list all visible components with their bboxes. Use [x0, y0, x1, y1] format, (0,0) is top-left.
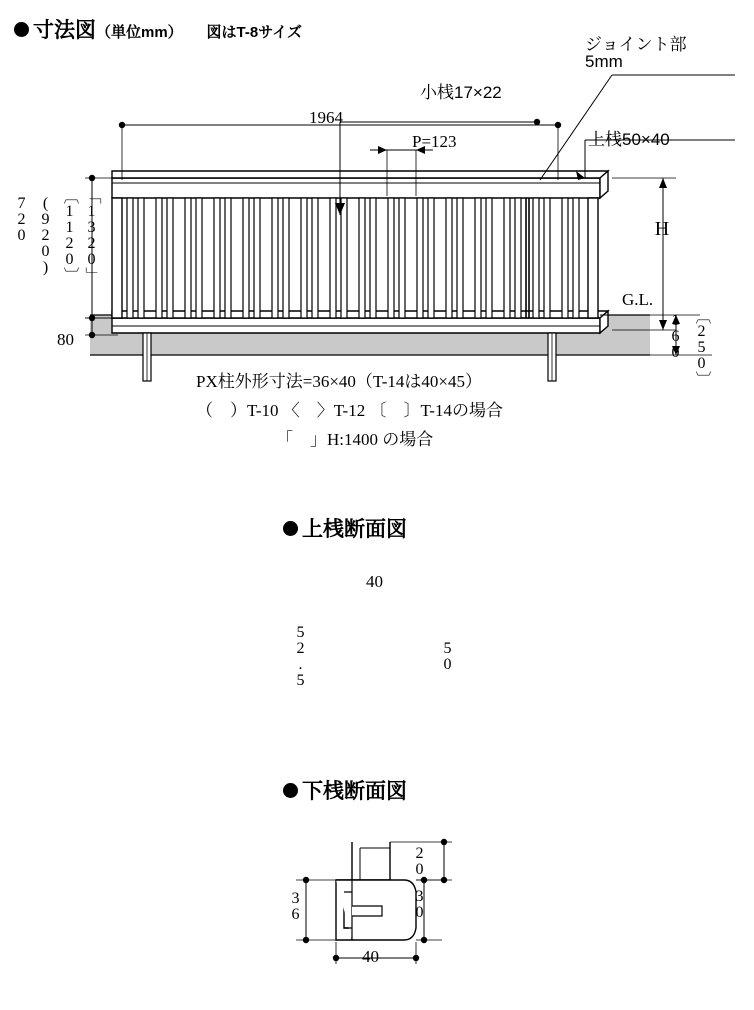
top-rail-section-title	[283, 513, 407, 543]
bullet-icon-3	[283, 783, 298, 798]
label-small-rail: 小桟17×22	[420, 83, 502, 102]
dim-base-height: 80	[57, 330, 74, 349]
dim-height-1120: 〔1120〕	[61, 188, 78, 282]
label-joint: ジョイント部	[585, 35, 687, 54]
bottom-rail-section-title	[283, 775, 407, 805]
dim-height-720: 720	[13, 195, 30, 243]
dim-height-920: (920)	[37, 195, 54, 275]
dim-250: 〔250〕	[693, 308, 710, 386]
dim-overall-width: 1964	[309, 108, 343, 127]
note-line-2: （ ）T-10 〈 〉T-12 〔 〕T-14の場合	[196, 401, 503, 420]
top-rail-dim-width: 40	[366, 572, 383, 591]
label-upper-rail: 上桟50×40	[588, 130, 670, 149]
bottom-rail-title-text: 下桟断面図	[302, 780, 407, 803]
picket-group	[127, 198, 579, 318]
bottom-rail-dim-width: 40	[362, 947, 379, 966]
dim-height-1320: 「1320」	[83, 188, 100, 282]
main-title-unit: （単位mm）	[96, 24, 183, 41]
main-title-note: 図はT-8サイズ	[206, 24, 303, 41]
top-rail-dim-right-height: 50	[439, 640, 456, 672]
right-post	[588, 198, 598, 318]
bottom-rail-dim-left-height: 36	[287, 890, 304, 922]
note-line-3: 「 」H:1400 の場合	[276, 430, 434, 449]
main-fence-drawing	[0, 30, 754, 530]
main-title-text: 寸法図	[33, 19, 96, 42]
bullet-icon-2	[283, 521, 298, 536]
top-rail-dim-left-height: 52.5	[292, 624, 309, 688]
dim-h-mark: H	[651, 218, 673, 239]
dim-pitch: P=123	[412, 132, 457, 151]
dim-160: 160	[667, 312, 684, 360]
upper-rail-body	[112, 178, 600, 198]
note-line-1: PX柱外形寸法=36×40（T-14は40×45）	[196, 372, 482, 391]
bottom-rail-dim-right-height: 20	[411, 845, 428, 877]
label-joint-size: 5mm	[585, 52, 623, 71]
bottom-rail-dim-mid-height: 30	[411, 888, 428, 920]
label-ground-line: G.L.	[622, 290, 654, 309]
bottom-rail-section-drawing	[0, 820, 754, 1010]
left-post	[112, 198, 122, 318]
top-rail-title-text: 上桟断面図	[302, 518, 407, 541]
